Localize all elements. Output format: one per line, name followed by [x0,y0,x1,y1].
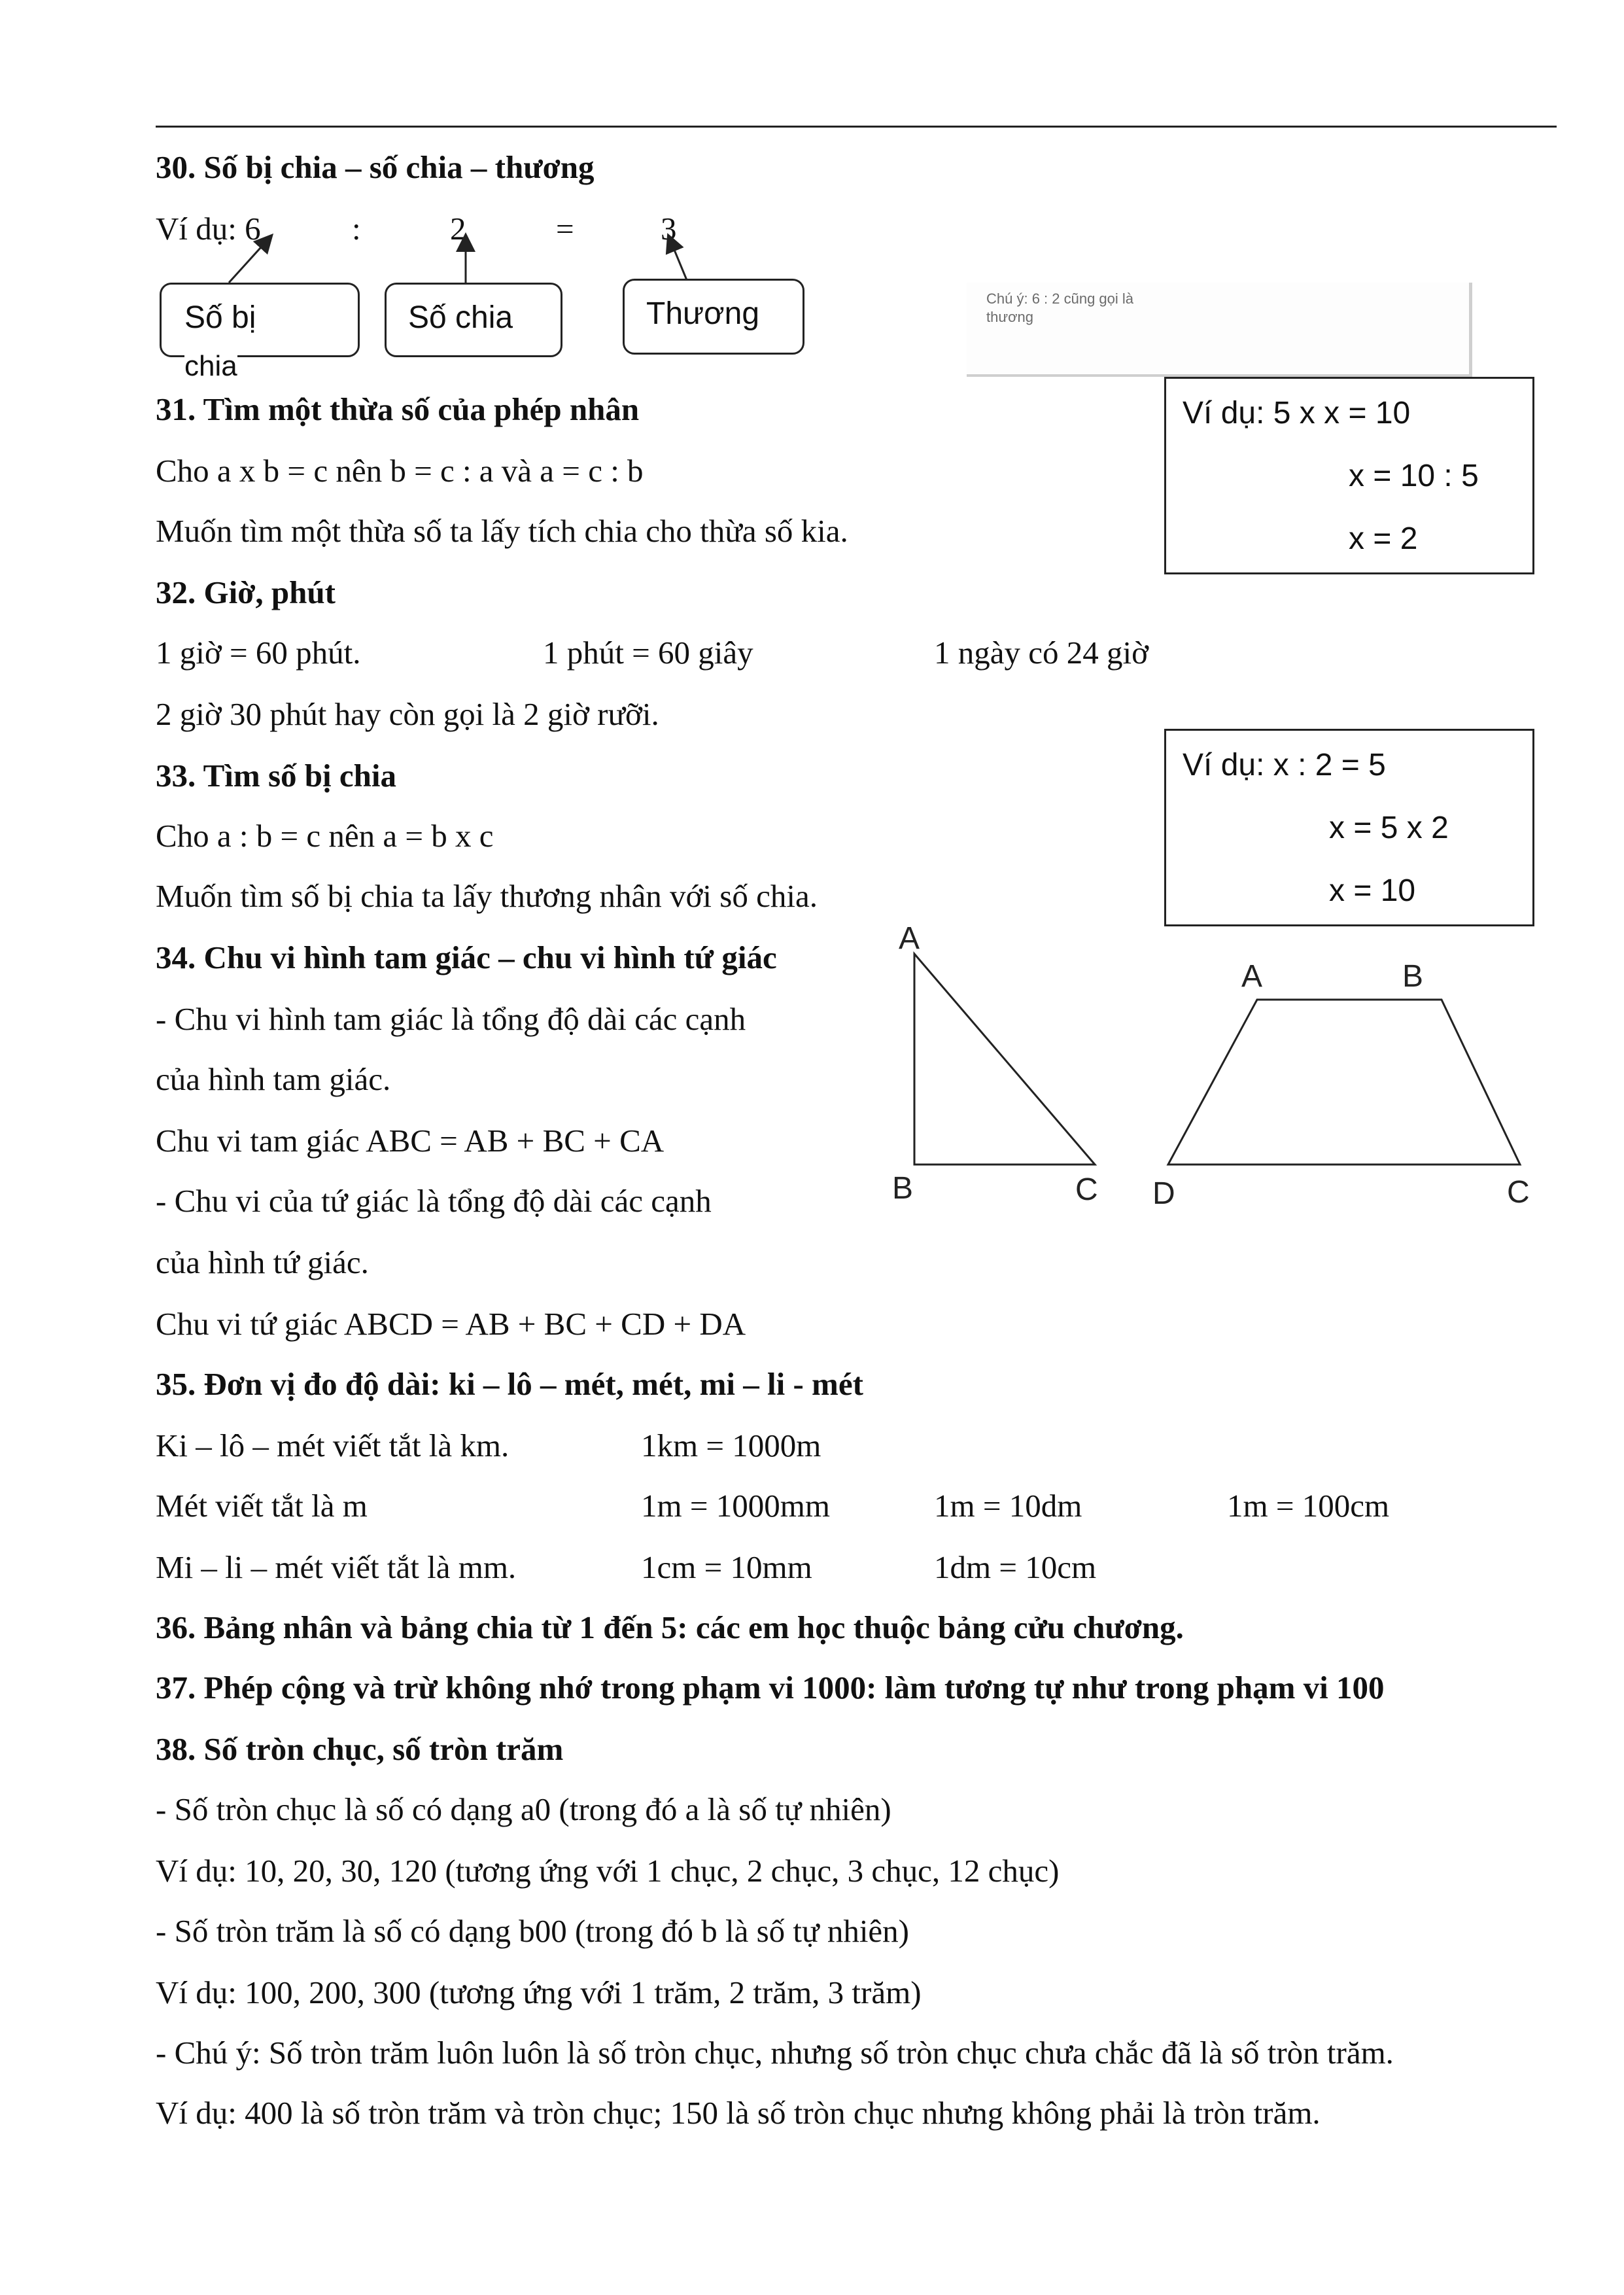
section-38-line-3: - Số tròn trăm là số có dạng b00 (trong đó b là số tự nhiên) [156,1913,910,1949]
section-34-line-5: của hình tứ giác. [156,1244,369,1280]
quad-vertex-b: B [1402,959,1424,994]
note-line-2: thương [986,309,1033,325]
example-33-line-2: x = 5 x 2 [1329,811,1449,845]
section-38-line-1: - Số tròn chục là số có dạng a0 (trong đó a là số tự nhiên) [156,1791,891,1827]
section-38-line-4: Ví dụ: 100, 200, 300 (tương ứng với 1 trăm, 2 trăm, 3 trăm) [156,1974,922,2010]
dividend-box-label: Số bị [184,300,256,335]
divisor-box-label: Số chia [408,300,513,335]
section-34-line-2: của hình tam giác. [156,1061,391,1097]
section-32-title: 32. Giờ, phút [156,574,336,610]
m-cm-conversion: 1m = 100cm [1227,1488,1390,1524]
section-38-title: 38. Số tròn chục, số tròn trăm [156,1731,564,1767]
division-example-label: Ví dụ: 6 [156,211,261,247]
quad-vertex-d: D [1152,1176,1175,1211]
example-31-line-1: Ví dụ: 5 x x = 10 [1183,396,1411,430]
section-38-line-2: Ví dụ: 10, 20, 30, 120 (tương ứng với 1 chục, 2 chục, 3 chục, 12 chục) [156,1853,1060,1889]
example-33-line-1: Ví dụ: x : 2 = 5 [1183,748,1386,782]
example-31-line-3: x = 2 [1349,521,1418,556]
divisor-number: 2 [450,211,466,247]
quotient-box-label: Thương [646,296,760,331]
section-37-title: 37. Phép cộng và trừ không nhớ trong phạm vi 1000: làm tương tự như trong phạm vi 100 [156,1670,1385,1706]
m-abbr: Mét viết tắt là m [156,1488,368,1524]
day-hours: 1 ngày có 24 giờ [934,635,1149,671]
km-abbr: Ki – lô – mét viết tắt là km. [156,1428,510,1463]
triangle-vertex-b: B [892,1171,914,1206]
section-32-line-2: 2 giờ 30 phút hay còn gọi là 2 giờ rưỡi. [156,696,659,732]
section-31-title: 31. Tìm một thừa số của phép nhân [156,391,640,427]
division-operator: : [352,211,361,247]
section-34-line-1: - Chu vi hình tam giác là tổng độ dài các cạnh [156,1001,746,1037]
equals-operator: = [556,211,574,247]
quadrilateral-abcd [1168,1000,1520,1165]
triangle-vertex-c: C [1075,1172,1098,1207]
mm-abbr: Mi – li – mét viết tắt là mm. [156,1549,517,1585]
quad-vertex-c: C [1507,1175,1530,1210]
section-38-line-5: - Chú ý: Số tròn trăm luôn luôn là số tròn chục, nhưng số tròn chục chưa chắc đã là số tròn trăm. [156,2035,1394,2071]
minute-second: 1 phút = 60 giây [543,635,753,671]
section-34-line-3: Chu vi tam giác ABC = AB + BC + CA [156,1123,665,1159]
m-mm-conversion: 1m = 1000mm [641,1488,830,1524]
example-31-line-2: x = 10 : 5 [1349,459,1479,493]
cm-mm-conversion: 1cm = 10mm [641,1549,812,1585]
section-33-line-1: Cho a : b = c nên a = b x c [156,818,494,854]
example-33-line-3: x = 10 [1329,873,1416,908]
quotient-number: 3 [661,211,677,247]
section-38-line-6: Ví dụ: 400 là số tròn trăm và tròn chục; 150 là số tròn chục nhưng không phải là tròn trăm. [156,2095,1321,2131]
triangle-vertex-a: A [899,921,920,956]
section-34-line-4: - Chu vi của tứ giác là tổng độ dài các cạnh [156,1183,712,1219]
section-30-title: 30. Số bị chia – số chia – thương [156,149,595,185]
section-33-line-2: Muốn tìm số bị chia ta lấy thương nhân với số chia. [156,878,818,914]
dm-cm-conversion: 1dm = 10cm [934,1549,1097,1585]
section-34-line-6: Chu vi tứ giác ABCD = AB + BC + CD + DA [156,1306,746,1342]
section-35-title: 35. Đơn vị đo độ dài: ki – lô – mét, mét, mi – li - mét [156,1366,863,1402]
section-33-title: 33. Tìm số bị chia [156,758,397,794]
km-conversion: 1km = 1000m [641,1428,821,1463]
section-31-line-1: Cho a x b = c nên b = c : a và a = c : b [156,453,644,489]
hour-minute: 1 giờ = 60 phút. [156,635,361,671]
m-dm-conversion: 1m = 10dm [934,1488,1082,1524]
section-31-line-2: Muốn tìm một thừa số ta lấy tích chia cho thừa số kia. [156,513,848,549]
section-36-title: 36. Bảng nhân và bảng chia từ 1 đến 5: các em học thuộc bảng cửu chương. [156,1609,1184,1645]
dividend-box-label-2: chia [184,350,237,382]
section-34-title: 34. Chu vi hình tam giác – chu vi hình tứ giác [156,939,777,975]
note-line-1: Chú ý: 6 : 2 cũng gọi là [986,290,1134,307]
triangle-abc [914,954,1095,1165]
quad-vertex-a: A [1241,959,1263,994]
